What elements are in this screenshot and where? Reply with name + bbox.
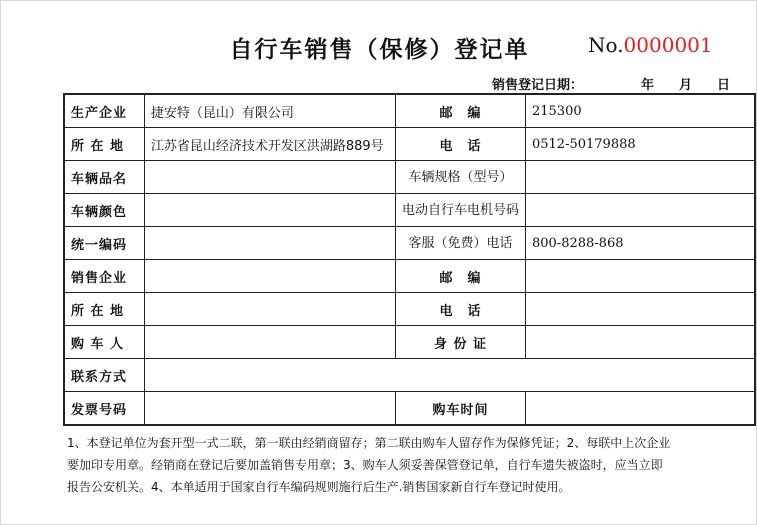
date-month-label: 月 <box>679 78 693 93</box>
color-field[interactable] <box>144 194 395 227</box>
service-phone-value: 800-8288-868 <box>525 227 755 260</box>
address-value: 江苏省昆山经济技术开发区洪湖路889号 <box>144 128 395 161</box>
table-row <box>64 161 755 194</box>
table-row <box>64 227 755 260</box>
service-phone-label: 客服（免费）电话 <box>395 227 525 260</box>
sale-date-label: 销售登记日期： <box>492 78 584 93</box>
purchase-time-label: 购车时间 <box>395 392 525 426</box>
product-name-field[interactable] <box>144 161 395 194</box>
table-row <box>64 260 755 293</box>
seller-field[interactable] <box>144 260 395 293</box>
serial-prefix: No. <box>588 33 624 57</box>
date-day-label: 日 <box>717 78 731 93</box>
note-line: 1、本登记单位为套开型一式二联，第一联由经销商留存；第二联由购车人留存作为保修凭证；2、每联中上次企业 <box>67 436 671 450</box>
id-card-field[interactable] <box>525 326 755 359</box>
address-label: 所 在 地 <box>64 128 144 161</box>
table-row <box>64 94 755 128</box>
seller-address-field[interactable] <box>144 293 395 326</box>
serial-value: 0000001 <box>623 33 713 57</box>
seller-address-label: 所 在 地 <box>64 293 144 326</box>
seller-phone-field[interactable] <box>525 293 755 326</box>
seller-phone-label: 电 话 <box>395 293 525 326</box>
table-row <box>64 128 755 161</box>
seller-label: 销售企业 <box>64 260 144 293</box>
motor-number-field[interactable] <box>525 194 755 227</box>
postcode-value: 215300 <box>525 94 755 128</box>
note-line: 报告公安机关。4、本单适用于国家自行车编码规则施行后生产.销售国家新自行车登记时使用。 <box>67 480 571 494</box>
form-title: 自行车销售（保修）登记单 <box>229 36 530 63</box>
purchase-time-field[interactable] <box>525 392 755 426</box>
registration-table <box>63 93 756 426</box>
invoice-field[interactable] <box>144 392 395 426</box>
table-row <box>64 359 755 392</box>
product-name-label: 车辆品名 <box>64 161 144 194</box>
date-year-label: 年 <box>641 78 655 93</box>
table-row <box>64 194 755 227</box>
manufacturer-label: 生产企业 <box>64 94 144 128</box>
buyer-label: 购 车 人 <box>64 326 144 359</box>
spec-field[interactable] <box>525 161 755 194</box>
note-line: 要加印专用章。经销商在登记后要加盖销售专用章；3、购车人须妥善保管登记单，自行车遗失被盗时，应当立即 <box>67 458 663 472</box>
postcode-label: 邮 编 <box>395 94 525 128</box>
buyer-field[interactable] <box>144 326 395 359</box>
contact-field[interactable] <box>144 359 755 392</box>
id-card-label: 身 份 证 <box>395 326 525 359</box>
table-row <box>64 392 755 426</box>
form-notes <box>67 432 742 498</box>
table-row <box>64 293 755 326</box>
serial-number <box>588 33 713 57</box>
seller-postcode-field[interactable] <box>525 260 755 293</box>
unified-code-field[interactable] <box>144 227 395 260</box>
invoice-label: 发票号码 <box>64 392 144 426</box>
phone-value: 0512-50179888 <box>525 128 755 161</box>
spec-label: 车辆规格（型号） <box>395 161 525 194</box>
unified-code-label: 统一编码 <box>64 227 144 260</box>
contact-label: 联系方式 <box>64 359 144 392</box>
table-row <box>64 326 755 359</box>
phone-label: 电 话 <box>395 128 525 161</box>
color-label: 车辆颜色 <box>64 194 144 227</box>
motor-number-label: 电动自行车电机号码 <box>395 194 525 227</box>
seller-postcode-label: 邮 编 <box>395 260 525 293</box>
manufacturer-value: 捷安特（昆山）有限公司 <box>144 94 395 128</box>
